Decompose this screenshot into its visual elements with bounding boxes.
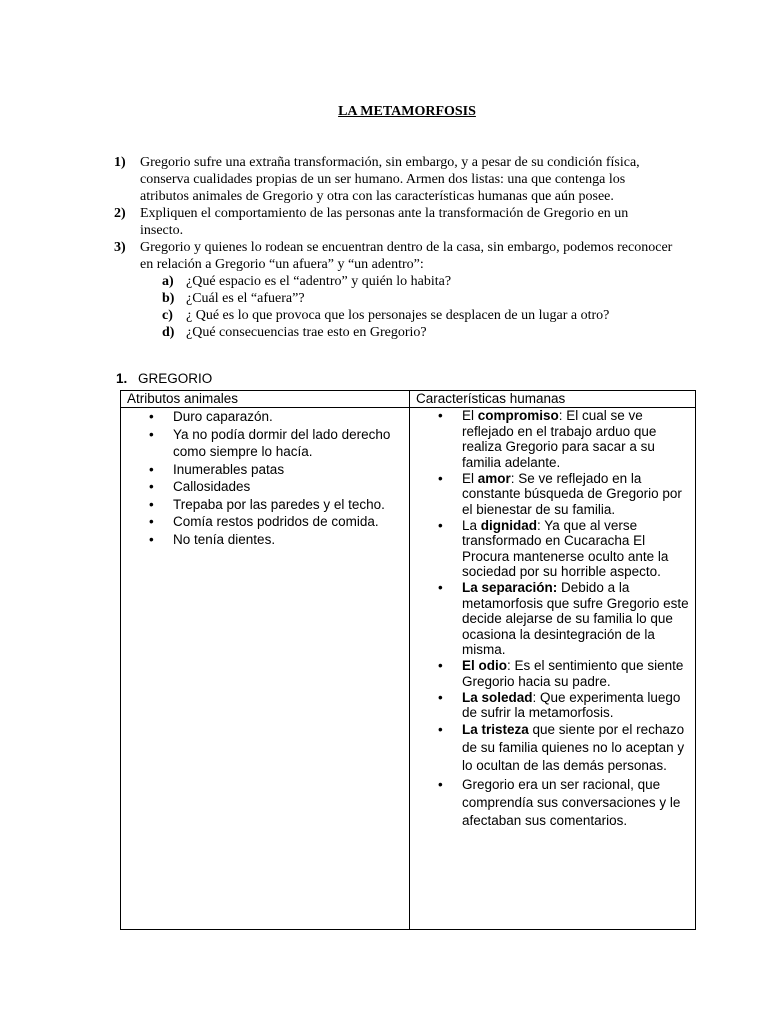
list-item: • Ya no podía dormir del lado derecho como siempre lo hacía. (127, 426, 403, 461)
item-text: Debido a la metamorfosis que sufre Gregorio este decide alejarse de su familia lo que ocasiona la desintegración de la misma. (462, 580, 689, 657)
item-keyword: La tristeza (462, 722, 529, 737)
item-text: : El cual se ve reflejado en el trabajo arduo que realiza Gregorio para sacar a su familia adelante. (462, 408, 657, 470)
list-item (416, 580, 689, 658)
item-text: Gregorio era un ser racional, que comprendía sus conversaciones y le afectaban sus comentarios. (462, 776, 681, 828)
question-number: 2) (114, 206, 126, 221)
subquestion-letter: d) (162, 325, 175, 340)
subquestion-d (162, 324, 674, 341)
section-label: GREGORIO (138, 371, 213, 386)
question-text: Expliquen el comportamiento de las personas ante la transformación de Gregorio en un insecto. (140, 206, 629, 238)
subquestion-text: ¿ Qué es lo que provoca que los personajes se desplacen de un lugar a otro? (186, 308, 610, 323)
list-item (416, 518, 689, 580)
list-item: • No tenía dientes. (127, 531, 403, 549)
list-item: • Trepaba por las paredes y el techo. (127, 496, 403, 514)
list-item: • Callosidades (127, 478, 403, 496)
question-text: Gregorio sufre una extraña transformación, sin embargo, y a pesar de su condición física, conserva cualidades propias de un ser humano. Armen dos listas: una que contenga los atributos animales de Gregorio y otra con las características humanas que aún posee. (140, 155, 640, 204)
item-keyword: amor (477, 470, 511, 486)
item-keyword: compromiso (477, 408, 559, 423)
header-animal-attributes: Atributos animales (121, 391, 410, 408)
item-prefix: El (462, 408, 478, 423)
header-human-traits: Características humanas (410, 391, 696, 408)
human-traits-list (416, 408, 689, 830)
item-keyword: La separación: (462, 580, 558, 595)
table-header-row (121, 391, 696, 408)
list-item (416, 408, 689, 470)
list-item (416, 721, 689, 775)
animal-attributes-cell (121, 408, 410, 930)
human-traits-cell (410, 408, 696, 930)
section-heading (116, 371, 212, 386)
question-1 (114, 154, 674, 205)
list-item: • Duro caparazón. (127, 408, 403, 426)
item-text: : Que experimenta luego de sufrir la metamorfosis. (462, 689, 681, 720)
subquestion-text: ¿Qué espacio es el “adentro” y quién lo habita? (186, 274, 452, 289)
subquestion-b (162, 290, 674, 307)
subquestion-text: ¿Qué consecuencias trae esto en Gregorio? (186, 325, 427, 340)
item-prefix: El (462, 470, 478, 486)
page-title: LA METAMORFOSIS (338, 104, 476, 119)
item-keyword: El odio (462, 658, 507, 673)
section-number: 1. (116, 371, 128, 386)
item-prefix: La (462, 517, 481, 533)
subquestion-letter: a) (162, 274, 174, 289)
table-row (121, 408, 696, 930)
animal-attributes-list (127, 408, 403, 548)
subquestion-text: ¿Cuál es el “afuera”? (186, 291, 305, 306)
item-text: que siente por el rechazo de su familia quienes no lo aceptan y lo ocultan de las demás personas. (462, 722, 685, 773)
list-item (416, 776, 689, 830)
list-item (416, 658, 689, 689)
list-item (416, 471, 689, 518)
list-item: • Inumerables patas (127, 461, 403, 479)
question-number: 3) (114, 240, 126, 255)
item-text: : Se ve reflejado en la constante búsqueda de Gregorio por el bienestar de su familia. (462, 470, 682, 517)
question-2 (114, 205, 674, 239)
attributes-table (120, 390, 696, 930)
item-keyword: dignidad (480, 517, 538, 533)
list-item: • Comía restos podridos de comida. (127, 513, 403, 531)
subquestion-letter: c) (162, 308, 173, 323)
subquestion-a (162, 273, 674, 290)
subquestion-c (162, 307, 674, 324)
question-text: Gregorio y quienes lo rodean se encuentran dentro de la casa, sin embargo, podemos reconocer en relación a Gregorio “un afuera” y “un adentro”: (140, 240, 673, 272)
question-3 (114, 239, 674, 273)
item-keyword: La soledad (462, 689, 533, 705)
list-item (416, 690, 689, 721)
question-number: 1) (114, 155, 126, 170)
item-text: : Es el sentimiento que siente Gregorio hacia su padre. (462, 658, 684, 689)
question-list (114, 154, 674, 341)
subquestion-letter: b) (162, 291, 175, 306)
item-text: : Ya que al verse transformado en Cucaracha El Procura mantenerse oculto ante la sociedad por su horrible aspecto. (462, 517, 669, 579)
